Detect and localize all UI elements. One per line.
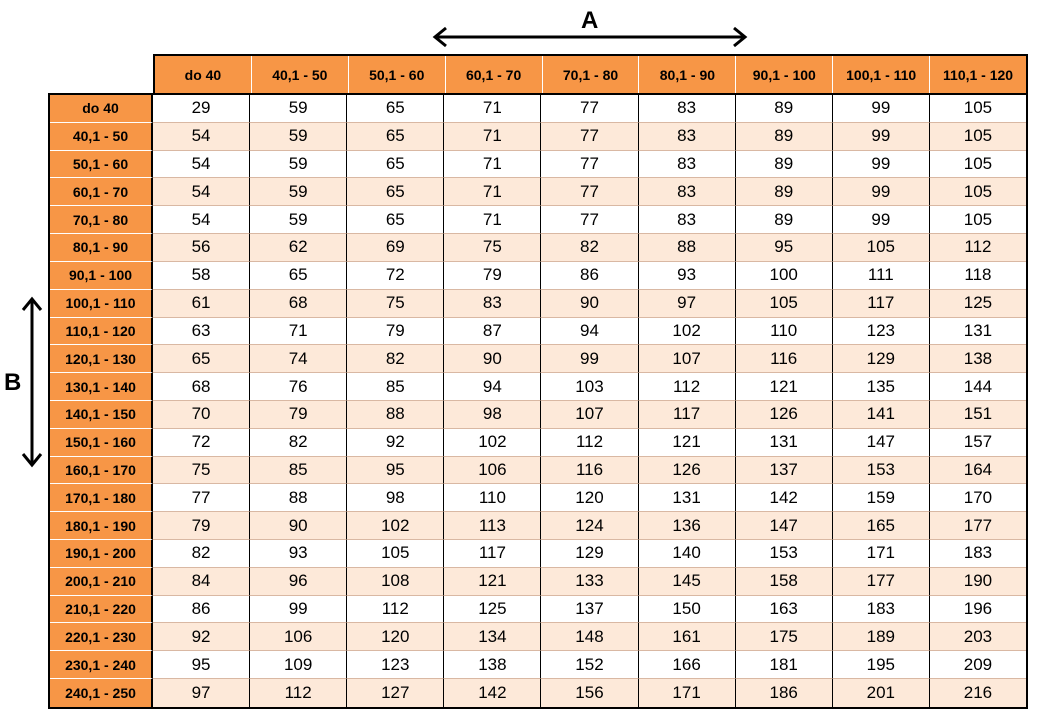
table-cell: 159 — [833, 484, 930, 512]
table-row — [50, 290, 1026, 318]
column-header: 100,1 - 110 — [833, 56, 930, 93]
table-cell: 89 — [736, 178, 833, 206]
table-cell: 77 — [541, 206, 638, 234]
table-cell: 65 — [153, 345, 250, 373]
table-cell: 83 — [639, 123, 736, 151]
table-cell: 77 — [541, 178, 638, 206]
table-cell: 99 — [833, 123, 930, 151]
table-cell: 59 — [250, 123, 347, 151]
row-header: 70,1 - 80 — [50, 206, 153, 234]
row-header: 40,1 - 50 — [50, 123, 153, 151]
table-cell: 71 — [444, 206, 541, 234]
table-cell: 165 — [833, 512, 930, 540]
table-cell: 152 — [541, 651, 638, 679]
table-cell: 63 — [153, 318, 250, 346]
table-cell: 106 — [444, 457, 541, 485]
table-row — [50, 95, 1026, 123]
table-cell: 99 — [833, 178, 930, 206]
table-cell: 105 — [930, 178, 1026, 206]
table-cell: 144 — [930, 373, 1026, 401]
row-header: 150,1 - 160 — [50, 429, 153, 457]
table-cell: 105 — [833, 234, 930, 262]
table-cell: 145 — [639, 568, 736, 596]
table-cell: 84 — [153, 568, 250, 596]
table-cell: 75 — [444, 234, 541, 262]
table-cell: 59 — [250, 95, 347, 123]
table-cell: 148 — [541, 623, 638, 651]
table-cell: 177 — [833, 568, 930, 596]
table-cell: 77 — [153, 484, 250, 512]
table-cell: 83 — [639, 151, 736, 179]
table-cell: 203 — [930, 623, 1026, 651]
table-cell: 82 — [153, 540, 250, 568]
table-cell: 105 — [930, 95, 1026, 123]
table-cell: 88 — [639, 234, 736, 262]
table-cell: 142 — [736, 484, 833, 512]
table-cell: 82 — [347, 345, 444, 373]
table-cell: 90 — [541, 290, 638, 318]
row-header: 60,1 - 70 — [50, 178, 153, 206]
table-cell: 116 — [541, 457, 638, 485]
table-cell: 133 — [541, 568, 638, 596]
table-cell: 131 — [736, 429, 833, 457]
table-cell: 137 — [541, 596, 638, 624]
table-cell: 121 — [639, 429, 736, 457]
table-cell: 95 — [347, 457, 444, 485]
table-cell: 97 — [639, 290, 736, 318]
table-cell: 127 — [347, 679, 444, 707]
table-cell: 96 — [250, 568, 347, 596]
table-cell: 175 — [736, 623, 833, 651]
table-cell: 136 — [639, 512, 736, 540]
table-cell: 195 — [833, 651, 930, 679]
column-header: 110,1 - 120 — [943, 66, 1014, 83]
table-row — [50, 679, 1026, 707]
row-header: 90,1 - 100 — [50, 262, 153, 290]
table-cell: 141 — [833, 401, 930, 429]
column-header: 40,1 - 50 — [252, 56, 349, 93]
table-cell: 72 — [153, 429, 250, 457]
table-cell: 59 — [250, 151, 347, 179]
table-cell: 183 — [930, 540, 1026, 568]
table-cell: 95 — [153, 651, 250, 679]
table-cell: 147 — [736, 512, 833, 540]
table-cell: 106 — [250, 623, 347, 651]
table-cell: 137 — [736, 457, 833, 485]
table-cell: 76 — [250, 373, 347, 401]
axis-a-label: A — [581, 7, 599, 34]
table-cell: 99 — [833, 206, 930, 234]
table-row — [50, 262, 1026, 290]
table-cell: 120 — [541, 484, 638, 512]
table-cell: 126 — [639, 457, 736, 485]
table-cell: 157 — [930, 429, 1026, 457]
table-cell: 171 — [639, 679, 736, 707]
table-cell: 183 — [833, 596, 930, 624]
table-row — [50, 623, 1026, 651]
table-cell: 118 — [930, 262, 1026, 290]
table-cell: 158 — [736, 568, 833, 596]
table-cell: 103 — [541, 373, 638, 401]
row-header: 120,1 - 130 — [50, 345, 153, 373]
table-row — [50, 345, 1026, 373]
table-cell: 83 — [639, 178, 736, 206]
table-cell: 124 — [541, 512, 638, 540]
table-cell: 54 — [153, 178, 250, 206]
row-header: 100,1 - 110 — [50, 290, 153, 318]
table-cell: 65 — [347, 95, 444, 123]
table-cell: 120 — [347, 623, 444, 651]
table-cell: 86 — [541, 262, 638, 290]
table-cell: 77 — [541, 95, 638, 123]
table-cell: 112 — [541, 429, 638, 457]
column-header: 50,1 - 60 — [349, 56, 446, 93]
table-cell: 82 — [250, 429, 347, 457]
table-cell: 140 — [639, 540, 736, 568]
table-cell: 112 — [639, 373, 736, 401]
table-cell: 116 — [736, 345, 833, 373]
table-cell: 102 — [347, 512, 444, 540]
table-row — [50, 457, 1026, 485]
row-header: 130,1 - 140 — [50, 373, 153, 401]
table-cell: 209 — [930, 651, 1026, 679]
table-cell: 110 — [736, 318, 833, 346]
table-cell: 85 — [347, 373, 444, 401]
table-cell: 79 — [347, 318, 444, 346]
table-cell: 134 — [444, 623, 541, 651]
table-cell: 62 — [250, 234, 347, 262]
table-cell: 126 — [736, 401, 833, 429]
table-cell: 92 — [347, 429, 444, 457]
table-cell: 100 — [736, 262, 833, 290]
table-cell: 112 — [250, 679, 347, 707]
table-cell: 102 — [444, 429, 541, 457]
table-cell: 99 — [541, 345, 638, 373]
vertical-double-arrow-icon — [21, 296, 43, 468]
table-row — [50, 178, 1026, 206]
table-cell: 79 — [153, 512, 250, 540]
row-header: 160,1 - 170 — [50, 457, 153, 485]
row-header: 110,1 - 120 — [50, 318, 153, 346]
table-row — [50, 484, 1026, 512]
table-cell: 109 — [250, 651, 347, 679]
table-cell: 121 — [444, 568, 541, 596]
table-row — [50, 540, 1026, 568]
table-cell: 65 — [347, 178, 444, 206]
table-cell: 189 — [833, 623, 930, 651]
table-cell: 156 — [541, 679, 638, 707]
row-header: 220,1 - 230 — [50, 623, 153, 651]
table-row — [50, 651, 1026, 679]
table-cell: 86 — [153, 596, 250, 624]
table-cell: 69 — [347, 234, 444, 262]
table-cell: 54 — [153, 123, 250, 151]
table-cell: 83 — [639, 95, 736, 123]
table-cell: 123 — [347, 651, 444, 679]
table-cell: 93 — [250, 540, 347, 568]
table-cell: 102 — [639, 318, 736, 346]
table-cell: 108 — [347, 568, 444, 596]
table-cell: 129 — [541, 540, 638, 568]
table-cell: 151 — [930, 401, 1026, 429]
table-cell: 125 — [444, 596, 541, 624]
row-header: 200,1 - 210 — [50, 568, 153, 596]
table-cell: 190 — [930, 568, 1026, 596]
table-cell: 117 — [833, 290, 930, 318]
table-cell: 71 — [250, 318, 347, 346]
axis-b-label: B — [4, 369, 22, 396]
table-cell: 89 — [736, 151, 833, 179]
table-row — [50, 206, 1026, 234]
row-header: 240,1 - 250 — [50, 679, 153, 707]
table-cell: 58 — [153, 262, 250, 290]
table-cell: 83 — [444, 290, 541, 318]
horizontal-double-arrow-icon — [432, 26, 748, 48]
table-cell: 131 — [639, 484, 736, 512]
table-cell: 166 — [639, 651, 736, 679]
table-cell: 121 — [736, 373, 833, 401]
table-cell: 72 — [347, 262, 444, 290]
table-cell: 113 — [444, 512, 541, 540]
table-cell: 196 — [930, 596, 1026, 624]
table-cell: 164 — [930, 457, 1026, 485]
table-cell: 68 — [153, 373, 250, 401]
table-cell: 79 — [250, 401, 347, 429]
table-cell: 79 — [444, 262, 541, 290]
table-cell: 150 — [639, 596, 736, 624]
table-cell: 105 — [930, 151, 1026, 179]
table-cell: 94 — [444, 373, 541, 401]
table-cell: 153 — [833, 457, 930, 485]
table-cell: 59 — [250, 178, 347, 206]
row-header: 80,1 - 90 — [50, 234, 153, 262]
table-cell: 71 — [444, 151, 541, 179]
column-header-row — [153, 54, 1028, 93]
table-cell: 77 — [541, 151, 638, 179]
table-cell: 92 — [153, 623, 250, 651]
table-cell: 111 — [833, 262, 930, 290]
table-cell: 90 — [250, 512, 347, 540]
row-header: 230,1 - 240 — [50, 651, 153, 679]
table-cell: 107 — [541, 401, 638, 429]
table-cell: 99 — [833, 95, 930, 123]
table-cell: 56 — [153, 234, 250, 262]
row-header: 50,1 - 60 — [50, 151, 153, 179]
table-cell: 77 — [541, 123, 638, 151]
table-cell: 54 — [153, 151, 250, 179]
table-row — [50, 123, 1026, 151]
table-cell: 71 — [444, 95, 541, 123]
table-cell: 177 — [930, 512, 1026, 540]
table-cell: 110 — [444, 484, 541, 512]
table-cell: 99 — [833, 151, 930, 179]
table-cell: 98 — [347, 484, 444, 512]
column-header: 60,1 - 70 — [446, 56, 543, 93]
column-header: 80,1 - 90 — [639, 56, 736, 93]
table-cell: 186 — [736, 679, 833, 707]
table-cell: 161 — [639, 623, 736, 651]
table-cell: 71 — [444, 178, 541, 206]
row-header: 140,1 - 150 — [50, 401, 153, 429]
table-cell: 90 — [444, 345, 541, 373]
table-cell: 105 — [930, 206, 1026, 234]
table-cell: 170 — [930, 484, 1026, 512]
table-cell: 105 — [347, 540, 444, 568]
table-cell: 61 — [153, 290, 250, 318]
table-cell: 105 — [736, 290, 833, 318]
table-cell: 125 — [930, 290, 1026, 318]
table-cell: 29 — [153, 95, 250, 123]
row-header: 210,1 - 220 — [50, 596, 153, 624]
table-cell: 88 — [250, 484, 347, 512]
table-cell: 163 — [736, 596, 833, 624]
row-header: 180,1 - 190 — [50, 512, 153, 540]
table-row — [50, 401, 1026, 429]
table-cell: 94 — [541, 318, 638, 346]
column-header: 70,1 - 80 — [543, 56, 640, 93]
table-row — [50, 318, 1026, 346]
table-cell: 85 — [250, 457, 347, 485]
table-cell: 123 — [833, 318, 930, 346]
table-cell: 138 — [444, 651, 541, 679]
table-cell: 107 — [639, 345, 736, 373]
table-cell: 171 — [833, 540, 930, 568]
table-row — [50, 234, 1026, 262]
table-cell: 201 — [833, 679, 930, 707]
table-row — [50, 596, 1026, 624]
table-cell: 142 — [444, 679, 541, 707]
table-cell: 153 — [736, 540, 833, 568]
table-cell: 88 — [347, 401, 444, 429]
table-cell: 68 — [250, 290, 347, 318]
table-cell: 147 — [833, 429, 930, 457]
row-header: 170,1 - 180 — [50, 484, 153, 512]
table-cell: 129 — [833, 345, 930, 373]
column-header: do 40 — [155, 56, 252, 93]
table-row — [50, 429, 1026, 457]
table-cell: 83 — [639, 206, 736, 234]
table-cell: 138 — [930, 345, 1026, 373]
price-table — [48, 93, 1028, 709]
table-cell: 135 — [833, 373, 930, 401]
table-row — [50, 512, 1026, 540]
table-cell: 87 — [444, 318, 541, 346]
row-header: do 40 — [50, 95, 153, 123]
table-cell: 99 — [250, 596, 347, 624]
table-cell: 70 — [153, 401, 250, 429]
table-cell: 181 — [736, 651, 833, 679]
table-cell: 112 — [930, 234, 1026, 262]
table-cell: 65 — [347, 206, 444, 234]
table-cell: 117 — [639, 401, 736, 429]
table-cell: 65 — [347, 123, 444, 151]
table-cell: 89 — [736, 95, 833, 123]
table-cell: 105 — [930, 123, 1026, 151]
table-cell: 97 — [153, 679, 250, 707]
table-cell: 89 — [736, 123, 833, 151]
table-cell: 98 — [444, 401, 541, 429]
table-cell: 75 — [347, 290, 444, 318]
table-cell: 117 — [444, 540, 541, 568]
table-row — [50, 568, 1026, 596]
table-cell: 54 — [153, 206, 250, 234]
table-cell: 65 — [250, 262, 347, 290]
table-row — [50, 373, 1026, 401]
table-cell: 112 — [347, 596, 444, 624]
table-cell: 75 — [153, 457, 250, 485]
table-cell: 95 — [736, 234, 833, 262]
table-cell: 65 — [347, 151, 444, 179]
table-cell: 82 — [541, 234, 638, 262]
table-cell: 93 — [639, 262, 736, 290]
table-cell: 59 — [250, 206, 347, 234]
column-header: 90,1 - 100 — [736, 56, 833, 93]
table-row — [50, 151, 1026, 179]
table-cell: 131 — [930, 318, 1026, 346]
table-cell: 71 — [444, 123, 541, 151]
table-cell: 74 — [250, 345, 347, 373]
table-cell: 216 — [930, 679, 1026, 707]
row-header: 190,1 - 200 — [50, 540, 153, 568]
table-cell: 89 — [736, 206, 833, 234]
